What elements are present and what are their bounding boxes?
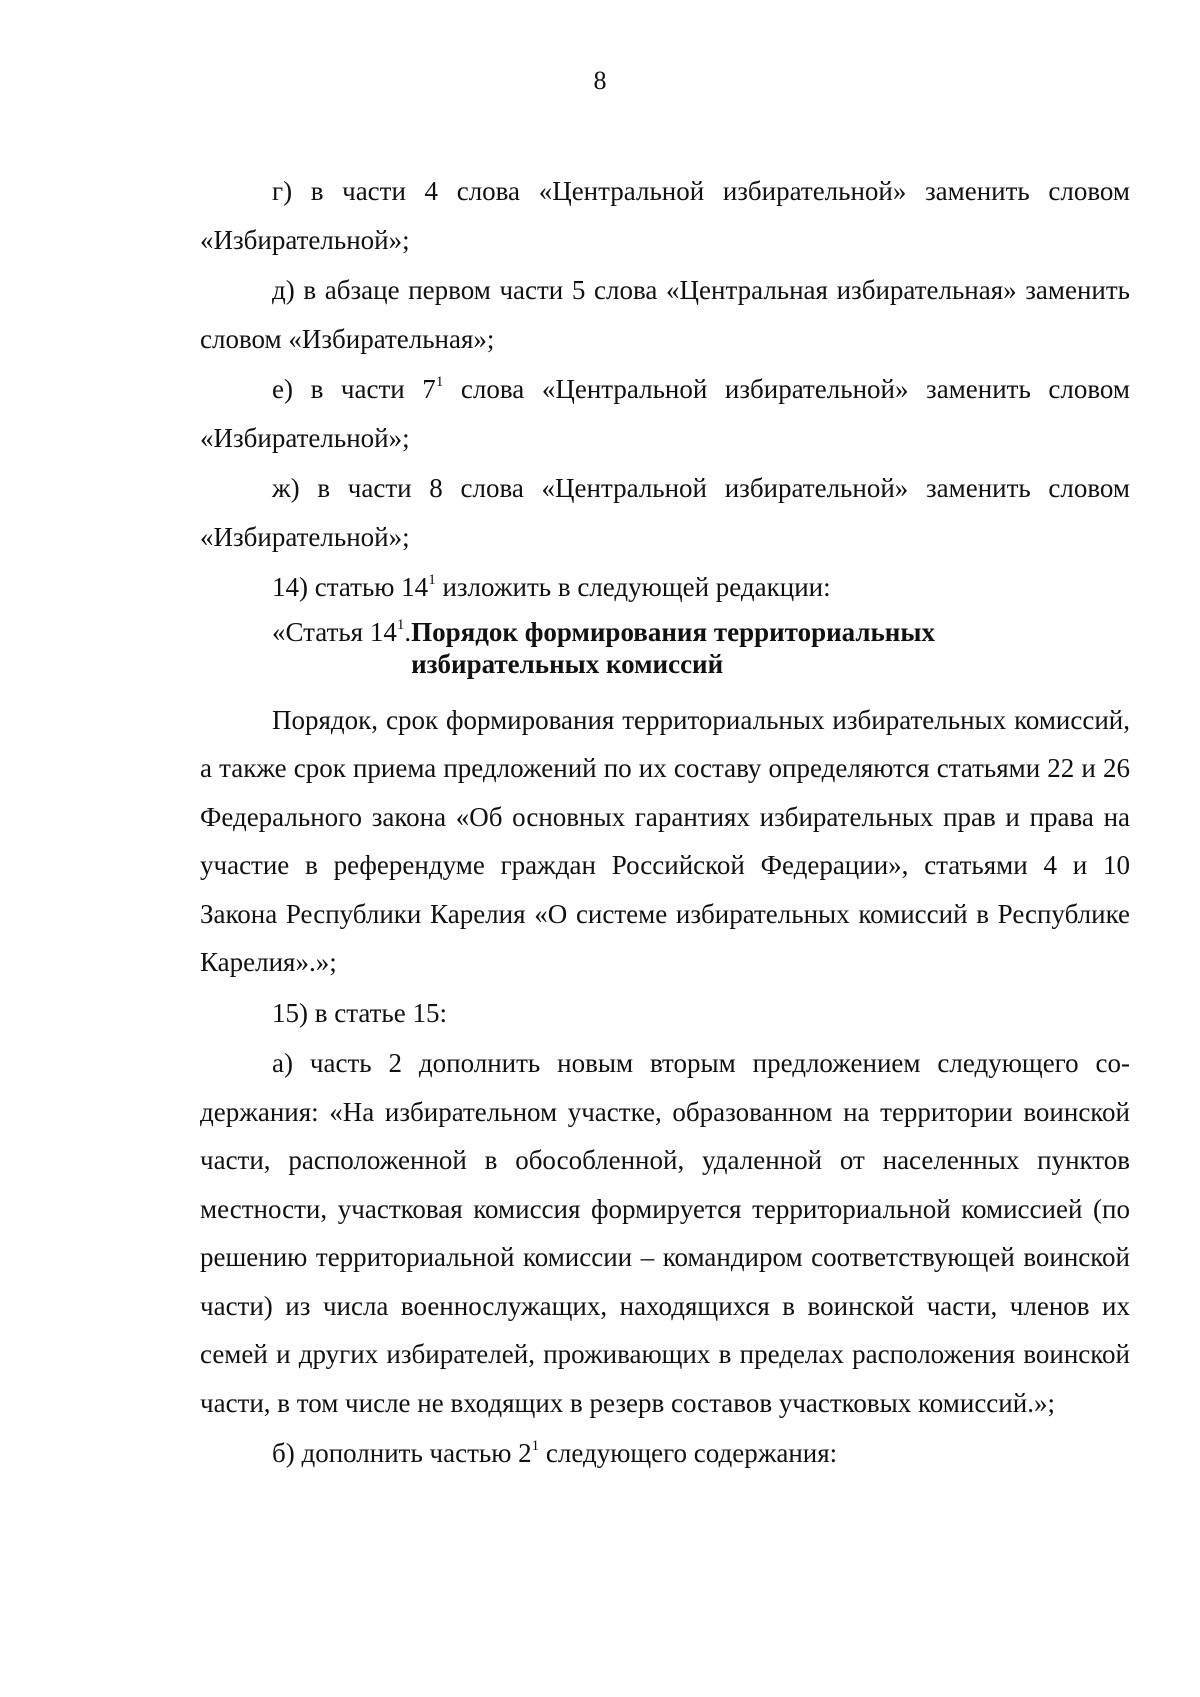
article-title-line-2: избирательных комиссий [411, 648, 724, 679]
paragraph-15-b-start: б) дополнить частью 2 [272, 1438, 532, 1468]
paragraph-15-b-end: следующего содержания: [539, 1438, 838, 1468]
paragraph-item-15: 15) в статье 15: [272, 997, 447, 1028]
document-body [200, 167, 1130, 1480]
item-14-end: изложить в следующей редакции: [435, 572, 831, 602]
superscript: 1 [531, 1438, 540, 1454]
paragraph-e-start: е) в части 7 [272, 374, 436, 404]
paragraph-article-14-body: Порядок, срок формирования территориальных избирательных комиссий, а также срок приема предложений по их составу определяются статьями 22 и 26 Федерального закона «Об основных гарантиях избирательных прав и права на участие в референдуме граждан Российской Федерации», статьями 4 и 10 Закона Республики Карелия «О системе избирательных комиссий в Республике Карелия».»; [200, 704, 1130, 977]
paragraph-e [200, 365, 1130, 462]
paragraph-zh: ж) в части 8 слова «Центральной избирательной» заменить словом «Избирательной»; [200, 473, 1130, 552]
article-heading-dot: . [404, 616, 412, 647]
superscript: 1 [435, 374, 444, 390]
item-14-start: 14) статью 14 [272, 572, 429, 602]
paragraph-e-end: слова «Центральной избирательной» заменить словом «Избирательной»; [200, 374, 1130, 453]
paragraph-d: д) в абзаце первом части 5 слова «Центральная избирательная» заменить словом «Избирательная»; [200, 275, 1130, 354]
superscript: 1 [396, 616, 405, 633]
article-heading [272, 616, 1130, 680]
article-heading-lead [272, 616, 411, 680]
article-number: «Статья 14 [272, 616, 397, 647]
paragraph-g: г) в части 4 слова «Центральной избирательной» заменить словом «Избирательной»; [200, 176, 1130, 255]
article-title-line-1: Порядок формирования территориальных [411, 616, 935, 647]
paragraph-15-a: а) часть 2 дополнить новым вторым предложением следующего содержания: «На избирательном участке, образованном на территории воинской части, расположенной в обособленной, удаленной от населенных пунктов местности, участковая комиссия формируется территориальной комиссией (по решению территориальной комиссии – командиром соответствующей воинской части) из числа военнослужащих, находящихся в воинской части, членов их семей и других избирателей, проживающих в пределах расположения воинской части, в том числе не входящих в резерв составов участковых комиссий.»; [200, 1048, 1130, 1418]
superscript: 1 [428, 572, 436, 588]
page-number: 8 [593, 66, 607, 95]
paragraph-15-b [200, 1429, 1130, 1478]
article-title [411, 616, 935, 680]
paragraph-item-14 [200, 563, 1130, 612]
